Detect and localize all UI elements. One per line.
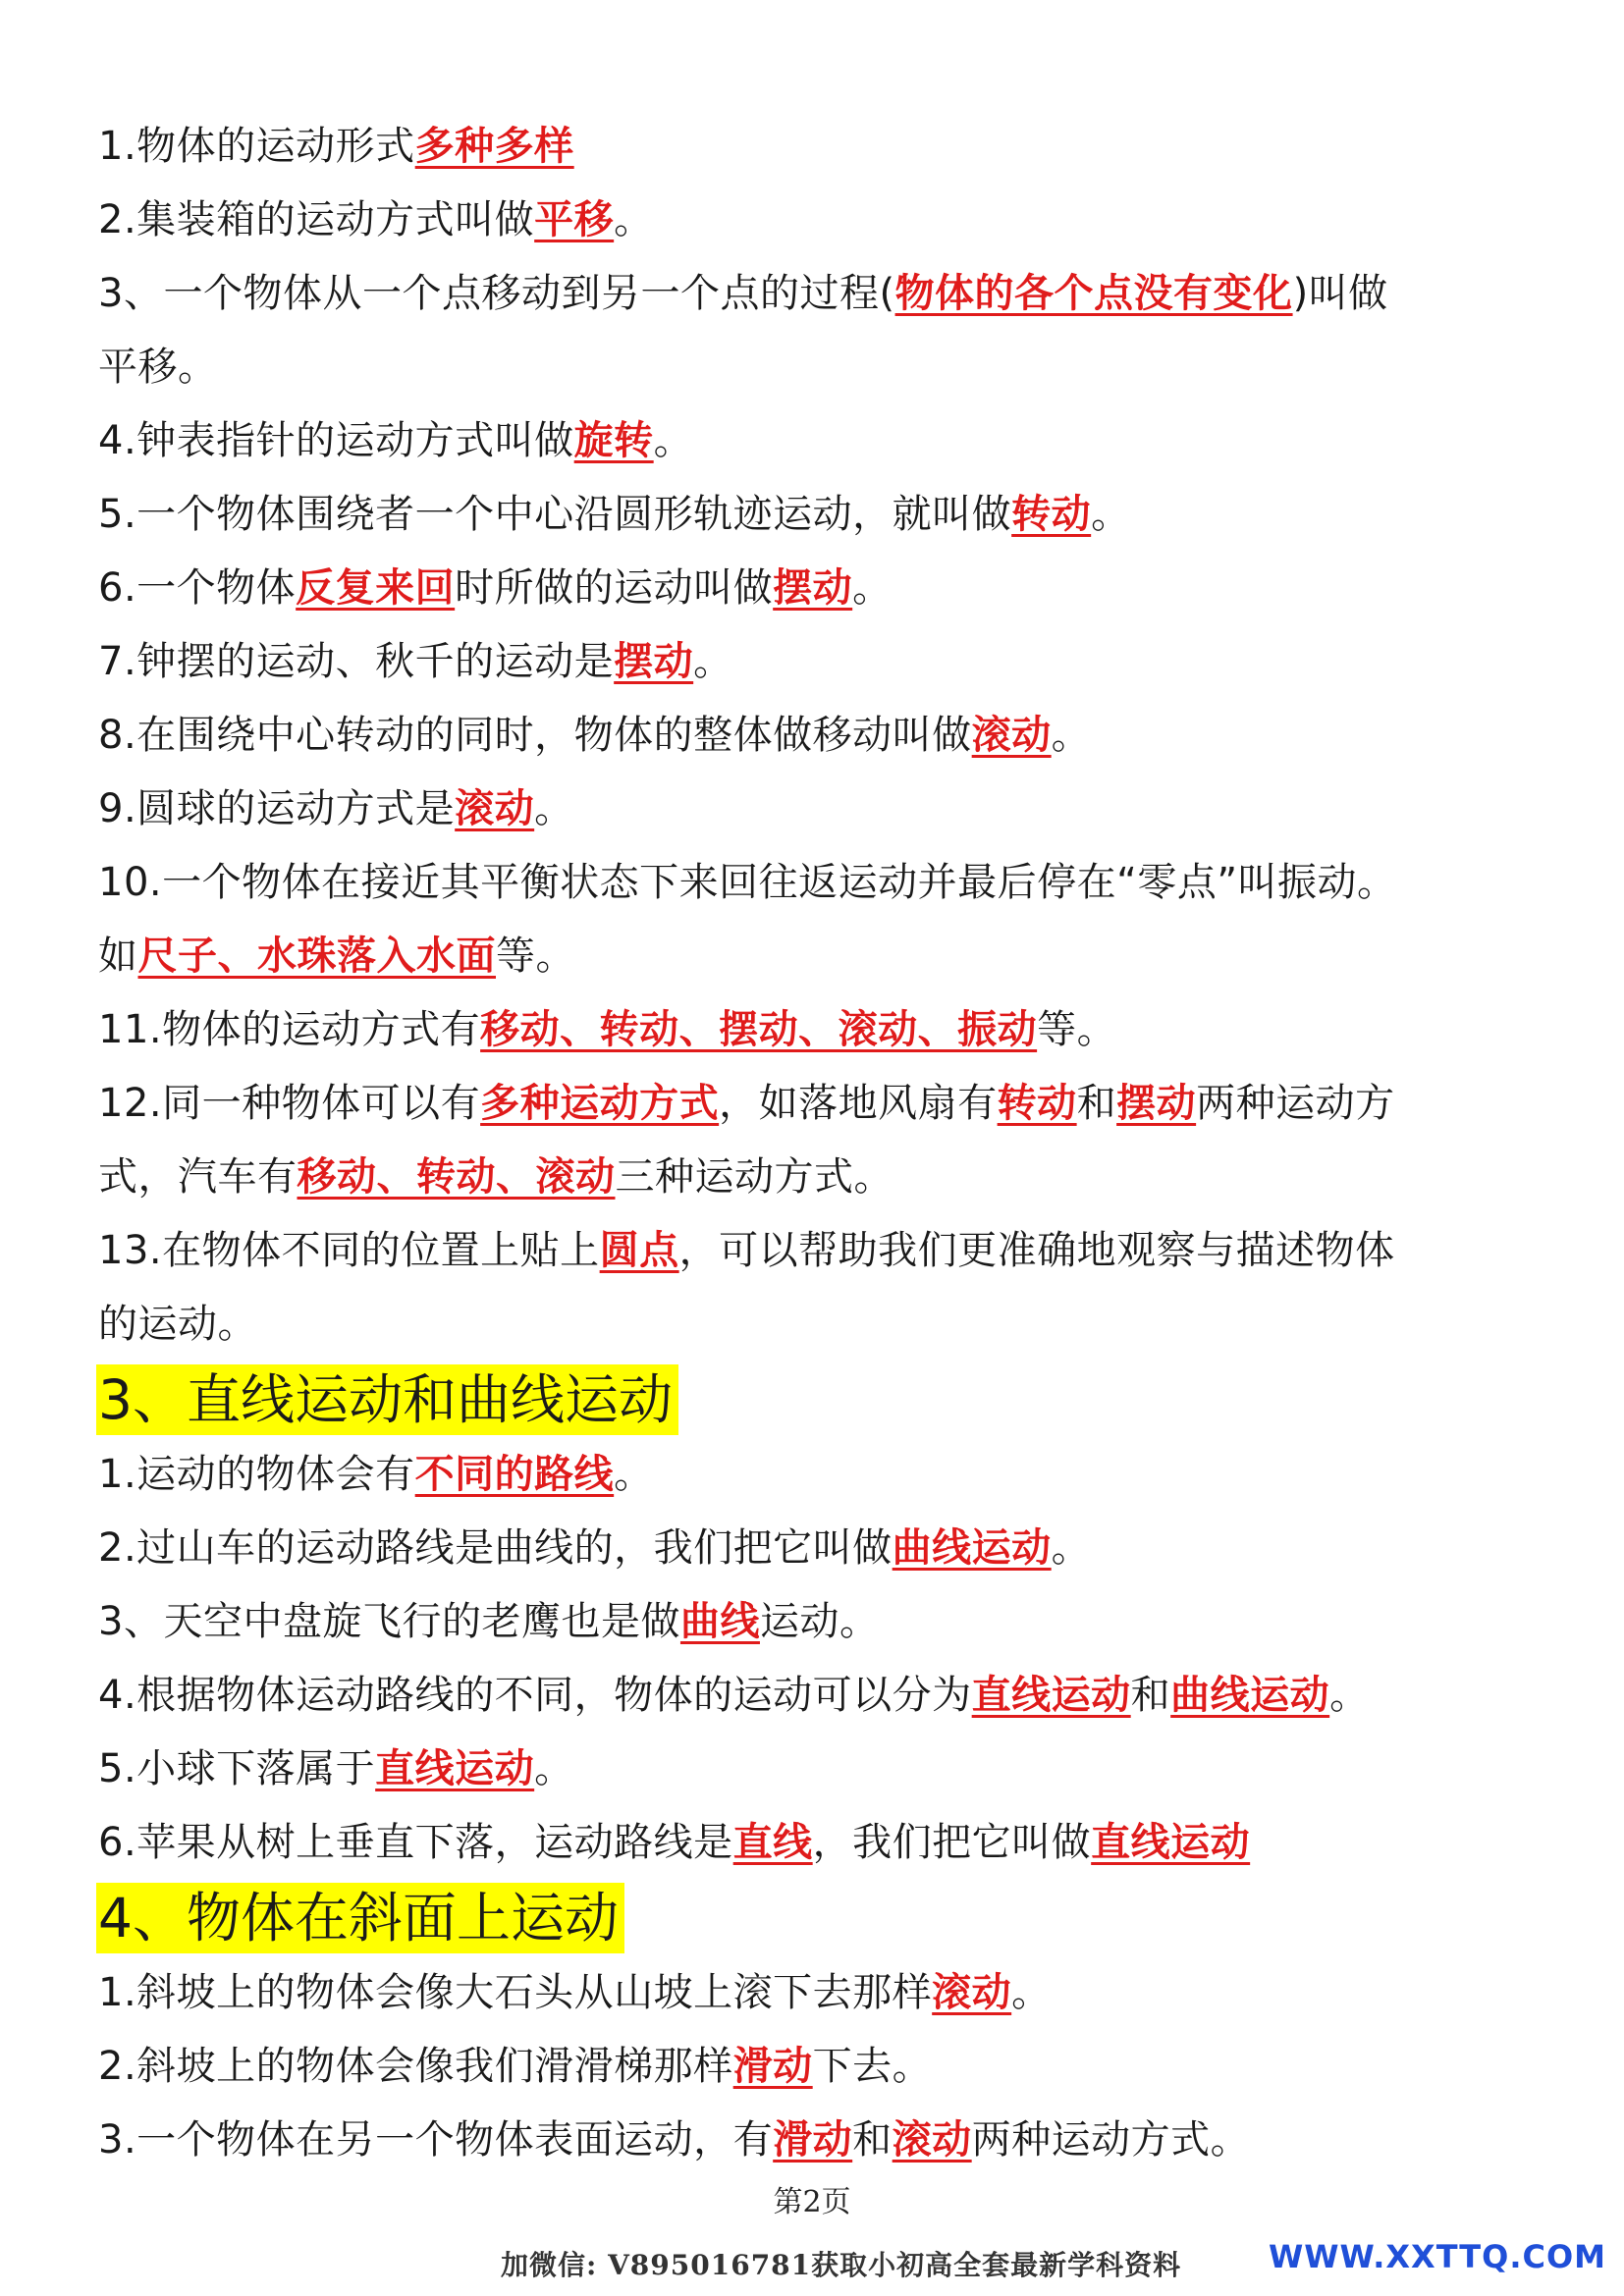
section-heading-text: 4、物体在斜面上运动: [96, 1883, 624, 1953]
text-line: [98, 846, 1551, 920]
text-line: [98, 699, 1551, 773]
line-text: 2.集装箱的运动方式叫做: [98, 197, 535, 242]
text-line: [98, 1806, 1551, 1880]
answer-text: 滑动: [732, 2044, 813, 2089]
answer-text: 物体的各个点没有变化: [894, 271, 1293, 316]
answer-text: 圆点: [599, 1228, 679, 1273]
line-text: 。: [614, 197, 654, 242]
answer-text: 滑动: [773, 2117, 853, 2163]
answer-text: 摆动: [1116, 1081, 1197, 1126]
line-text: 的运动。: [98, 1302, 257, 1347]
line-text: 时所做的运动叫做: [455, 565, 774, 611]
text-line: [98, 1659, 1551, 1733]
answer-text: 曲线: [679, 1599, 760, 1644]
line-text: 8.在围绕中心转动的同时，物体的整体做移动叫做: [98, 713, 972, 758]
line-text: 1.物体的运动形式: [98, 124, 415, 169]
line-text: 5.一个物体围绕者一个中心沿圆形轨迹运动，就叫做: [98, 492, 1012, 537]
line-text: ，我们把它叫做: [812, 1820, 1092, 1865]
section-heading-text: 3、直线运动和曲线运动: [96, 1364, 678, 1435]
line-text: 4.钟表指针的运动方式叫做: [98, 418, 574, 463]
line-text: 6.一个物体: [98, 565, 297, 611]
answer-text: 尺子、水珠落入水面: [137, 934, 496, 979]
line-text: 3、天空中盘旋飞行的老鹰也是做: [98, 1599, 680, 1644]
text-line: [98, 1141, 1551, 1214]
text-line: [98, 331, 1551, 404]
text-line: [98, 1585, 1551, 1659]
answer-text: 多种运动方式: [480, 1081, 720, 1126]
answer-text: 曲线运动: [892, 1525, 1052, 1571]
line-text: 。: [534, 1746, 574, 1791]
text-line: [98, 1733, 1551, 1806]
text-line: [98, 552, 1551, 625]
answer-text: 曲线运动: [1170, 1673, 1330, 1718]
line-text: 7.钟摆的运动、秋千的运动是: [98, 639, 615, 684]
answer-text: 反复来回: [296, 565, 456, 611]
text-line: [98, 404, 1551, 478]
text-line: [98, 1288, 1551, 1362]
line-text: 式，汽车有: [98, 1154, 298, 1200]
line-text: 1.运动的物体会有: [98, 1452, 415, 1497]
line-text: 10.一个物体在接近其平衡状态下来回往返运动并最后停在“零点”叫振动。: [98, 860, 1397, 905]
line-text: 。: [1329, 1673, 1370, 1718]
line-text: 三种运动方式。: [615, 1154, 893, 1200]
line-text: 12.同一种物体可以有: [98, 1081, 481, 1126]
line-text: 3.一个物体在另一个物体表面运动，有: [98, 2117, 774, 2163]
text-line: [98, 1438, 1551, 1512]
line-text: ，如落地风扇有: [719, 1081, 998, 1126]
line-text: 运动。: [759, 1599, 880, 1644]
text-line: [98, 993, 1551, 1067]
answer-text: 移动、转动、滚动: [297, 1154, 616, 1200]
text-line: [98, 257, 1551, 331]
line-text: 13.在物体不同的位置上贴上: [98, 1228, 600, 1273]
answer-text: 直线: [732, 1820, 813, 1865]
answer-text: 滚动: [892, 2117, 972, 2163]
answer-text: 平移: [534, 197, 615, 242]
answer-text: 摆动: [773, 565, 853, 611]
document-body: [98, 110, 1551, 2177]
line-text: 两种运动方式。: [971, 2117, 1251, 2163]
answer-text: 转动: [1011, 492, 1092, 537]
line-text: 2.过山车的运动路线是曲线的，我们把它叫做: [98, 1525, 893, 1571]
line-text: 2.斜坡上的物体会像我们滑滑梯那样: [98, 2044, 733, 2089]
text-line: [98, 773, 1551, 846]
line-text: ，可以帮助我们更准确地观察与描述物体: [678, 1228, 1395, 1273]
line-text: 6.苹果从树上垂直下落，运动路线是: [98, 1820, 733, 1865]
line-text: 。: [693, 639, 733, 684]
footer-url[interactable]: WWW.XXTTQ.COM: [1268, 2238, 1606, 2275]
line-text: 。: [534, 786, 574, 831]
line-text: 等。: [1037, 1007, 1117, 1052]
text-line: [98, 478, 1551, 552]
line-text: 和: [852, 2117, 893, 2163]
text-line: [98, 2030, 1551, 2104]
section-heading: [98, 1362, 1551, 1438]
line-text: 11.物体的运动方式有: [98, 1007, 481, 1052]
answer-text: 滚动: [971, 713, 1052, 758]
line-text: 。: [852, 565, 893, 611]
line-text: 。: [1091, 492, 1131, 537]
line-text: 5.小球下落属于: [98, 1746, 376, 1791]
text-line: [98, 110, 1551, 184]
line-text: 和: [1130, 1673, 1171, 1718]
text-line: [98, 625, 1551, 699]
line-text: 1.斜坡上的物体会像大石头从山坡上滚下去那样: [98, 1970, 933, 2015]
answer-text: 滚动: [455, 786, 535, 831]
line-text: 。: [653, 418, 694, 463]
line-text: 4.根据物体运动路线的不同，物体的运动可以分为: [98, 1673, 972, 1718]
answer-text: 直线运动: [375, 1746, 535, 1791]
line-text: 9.圆球的运动方式是: [98, 786, 456, 831]
answer-text: 摆动: [614, 639, 694, 684]
line-text: 两种运动方: [1196, 1081, 1395, 1126]
answer-text: 直线运动: [1091, 1820, 1251, 1865]
page-number: 第2页: [773, 2185, 851, 2219]
text-line: [98, 184, 1551, 257]
answer-text: 多种多样: [414, 124, 574, 169]
answer-text: 移动、转动、摆动、滚动、振动: [480, 1007, 1038, 1052]
answer-text: 转动: [997, 1081, 1077, 1126]
footer-note: 加微信: V895016781获取小初高全套最新学科资料: [501, 2249, 1182, 2281]
line-text: 等。: [496, 934, 575, 979]
line-text: 如: [98, 934, 138, 979]
text-line: [98, 2104, 1551, 2177]
text-line: [98, 920, 1551, 993]
line-text: 3、一个物体从一个点移动到另一个点的过程(: [98, 271, 895, 316]
line-text: )叫做: [1292, 271, 1388, 316]
answer-text: 旋转: [573, 418, 654, 463]
line-text: 。: [614, 1452, 654, 1497]
section-heading: [98, 1880, 1551, 1956]
text-line: [98, 1956, 1551, 2030]
answer-text: 不同的路线: [414, 1452, 615, 1497]
text-line: [98, 1067, 1551, 1141]
answer-text: 滚动: [932, 1970, 1012, 2015]
line-text: 。: [1051, 713, 1092, 758]
text-line: [98, 1512, 1551, 1585]
line-text: 。: [1051, 1525, 1092, 1571]
answer-text: 直线运动: [971, 1673, 1131, 1718]
line-text: 。: [1011, 1970, 1052, 2015]
line-text: 下去。: [812, 2044, 933, 2089]
line-text: 平移。: [98, 345, 218, 390]
text-line: [98, 1214, 1551, 1288]
line-text: 和: [1076, 1081, 1117, 1126]
